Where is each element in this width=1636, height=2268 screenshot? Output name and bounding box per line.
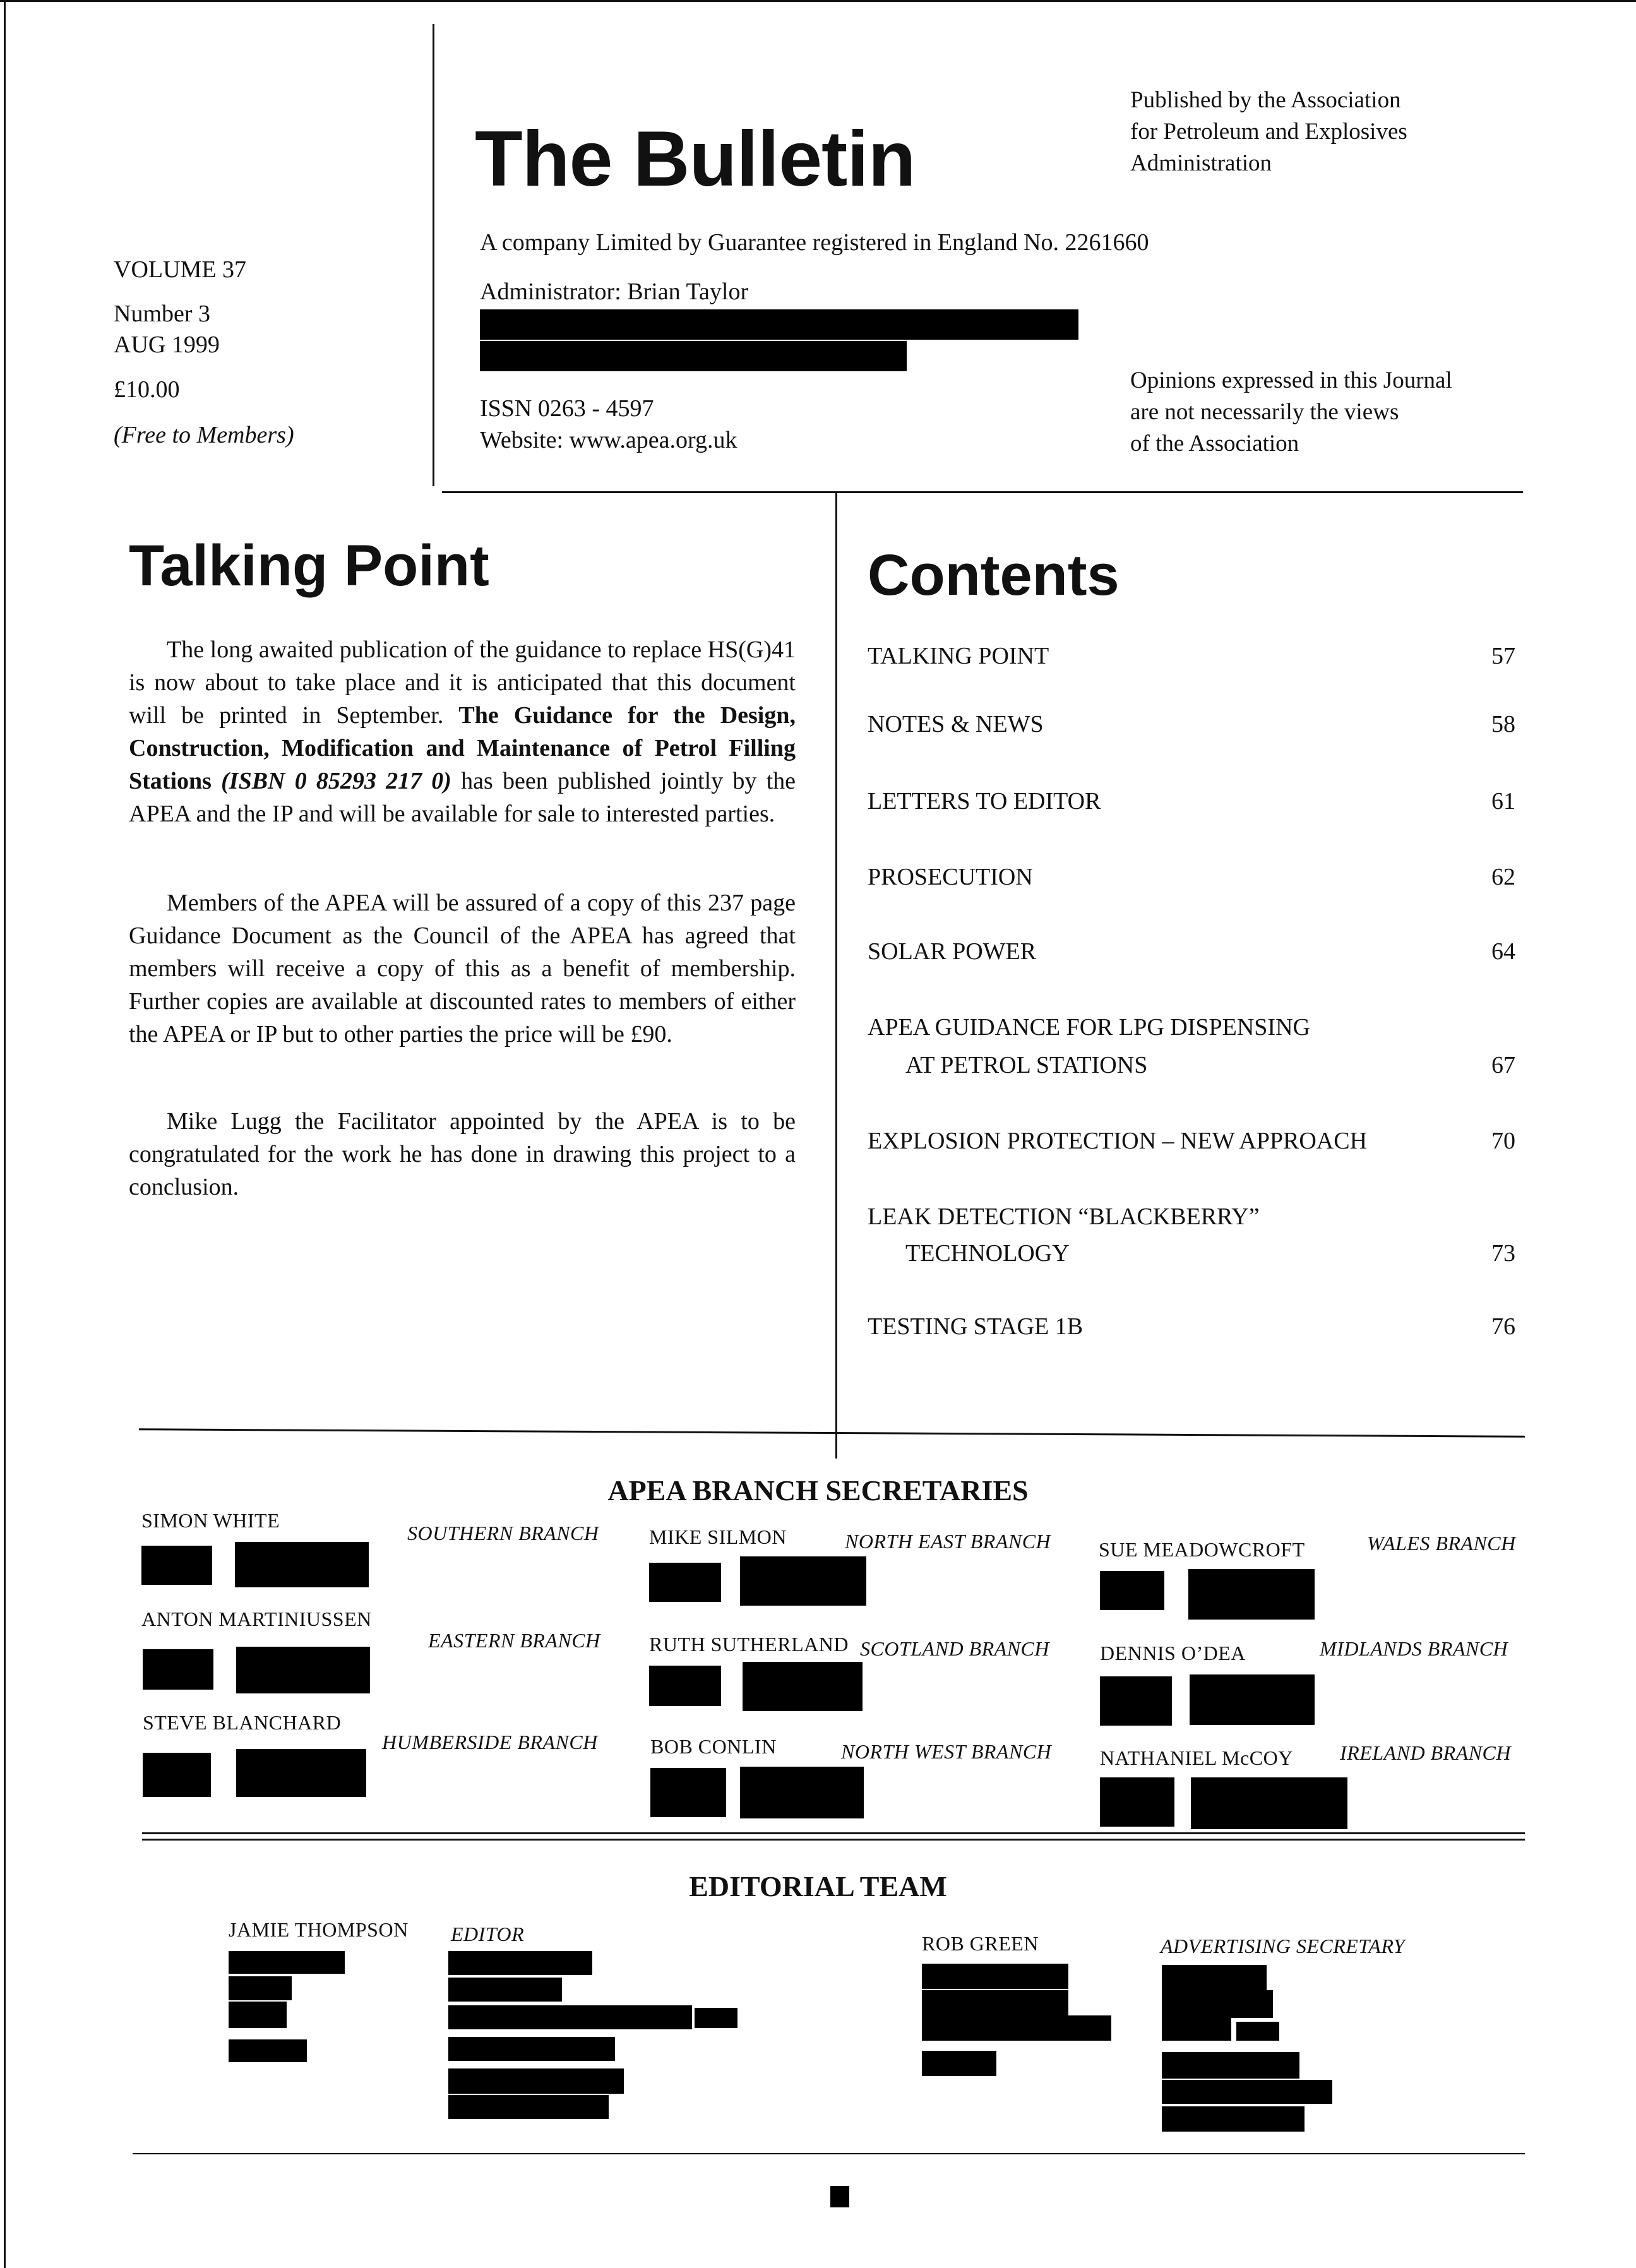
redacted-adsec-address-3b bbox=[1236, 2022, 1279, 2041]
secretary-branch: EASTERN BRANCH bbox=[428, 1629, 600, 1652]
guidance-isbn: (ISBN 0 85293 217 0) bbox=[221, 768, 451, 794]
secretary-name: MIKE SILMON bbox=[649, 1525, 787, 1548]
price-note: (Free to Members) bbox=[114, 422, 294, 448]
talking-point-paragraph-3: Mike Lugg the Facilitator appointed by the APEA is to be congratulated for the work he has done in drawing this project to a conclusion. bbox=[129, 1108, 796, 1200]
opinions-line-2: are not necessarily the views bbox=[1130, 399, 1399, 425]
redacted-phone-number bbox=[236, 1749, 366, 1797]
redacted-editor-contact-3 bbox=[229, 2002, 287, 2028]
redacted-adsec-address-1 bbox=[1162, 1965, 1267, 1990]
volume: VOLUME 37 bbox=[114, 256, 247, 283]
redacted-editor-address-6 bbox=[448, 2095, 609, 2119]
talking-point-p1-text-b: has been published jointly by the APEA and the IP and will be available for sale to interested parties. bbox=[129, 768, 796, 827]
contents-item-title: APEA GUIDANCE FOR LPG DISPENSING bbox=[868, 1014, 1310, 1041]
editor-name: JAMIE THOMPSON bbox=[229, 1918, 409, 1941]
redacted-editor-contact-4 bbox=[229, 2039, 307, 2062]
redacted-adsec-address-5 bbox=[1162, 2080, 1332, 2104]
column-divider bbox=[835, 492, 837, 1459]
secretaries-top-rule bbox=[139, 1428, 1525, 1437]
issue-number: Number 3 bbox=[114, 301, 211, 327]
contents-item-title: LETTERS TO EDITOR bbox=[868, 788, 1101, 815]
publisher-line-1: Published by the Association bbox=[1130, 87, 1401, 113]
contents-item-title: TALKING POINT bbox=[868, 643, 1049, 669]
secretary-branch: SOUTHERN BRANCH bbox=[407, 1522, 599, 1544]
redacted-adsec-address-2 bbox=[1162, 1990, 1273, 2018]
secretaries-bottom-rule-1 bbox=[142, 1832, 1525, 1834]
contents-item-page: 62 bbox=[1491, 864, 1515, 890]
contents-item-title: AT PETROL STATIONS bbox=[905, 1052, 1148, 1078]
contents-item[interactable] bbox=[868, 638, 1515, 676]
contents-item-page: 57 bbox=[1491, 643, 1515, 669]
redacted-editor-contact-1 bbox=[229, 1951, 345, 1974]
redacted-phone-number bbox=[743, 1662, 863, 1711]
redacted-phone-label bbox=[1100, 1571, 1164, 1610]
secretary-name: BOB CONLIN bbox=[650, 1735, 777, 1758]
redacted-editor-contact-2 bbox=[229, 1976, 292, 2000]
contents-item[interactable] bbox=[868, 706, 1515, 744]
contents-item[interactable] bbox=[868, 1198, 1515, 1236]
top-edge-line bbox=[0, 0, 1636, 2]
publication-title: The Bulletin bbox=[475, 116, 916, 203]
contents-item[interactable] bbox=[868, 1235, 1515, 1273]
redacted-phone-number bbox=[1191, 1777, 1347, 1829]
talking-point-p1-text-a: The long awaited publication of the guidance to replace HS(G)41 is now about to take place and it is anticipated that this document will be printed in September. bbox=[129, 636, 796, 729]
contents-item-title: LEAK DETECTION “BLACKBERRY” bbox=[868, 1203, 1260, 1230]
editorial-team-heading: EDITORIAL TEAM bbox=[689, 1870, 947, 1902]
secretary-name: STEVE BLANCHARD bbox=[143, 1711, 342, 1734]
contents-item[interactable] bbox=[868, 859, 1515, 897]
administrator: Administrator: Brian Taylor bbox=[480, 278, 749, 305]
redacted-phone-number bbox=[1188, 1569, 1315, 1620]
header-bottom-rule bbox=[442, 491, 1523, 493]
redacted-adsec-contact-3 bbox=[922, 2015, 1111, 2041]
editor-role: EDITOR bbox=[451, 1923, 525, 1945]
redacted-address-1 bbox=[480, 309, 1078, 340]
page-marker bbox=[830, 2186, 849, 2207]
secretary-branch: HUMBERSIDE BRANCH bbox=[382, 1731, 598, 1753]
publisher-line-3: Administration bbox=[1130, 150, 1272, 176]
company-registration: A company Limited by Guarantee registered in England No. 2261660 bbox=[480, 229, 1149, 256]
secretary-branch: SCOTLAND BRANCH bbox=[860, 1637, 1049, 1660]
contents-item[interactable] bbox=[868, 1308, 1515, 1346]
secretary-name: NATHANIEL McCOY bbox=[1100, 1746, 1293, 1769]
price: £10.00 bbox=[114, 376, 180, 403]
redacted-editor-address-4 bbox=[448, 2037, 615, 2061]
redacted-phone-label bbox=[650, 1768, 726, 1817]
secretaries-bottom-rule-2 bbox=[142, 1839, 1525, 1841]
secretary-branch: NORTH EAST BRANCH bbox=[845, 1530, 1051, 1553]
redacted-adsec-address-6 bbox=[1162, 2106, 1305, 2132]
contents-item[interactable] bbox=[868, 1009, 1515, 1047]
contents-item-title: TECHNOLOGY bbox=[905, 1240, 1070, 1267]
redacted-phone-number bbox=[235, 1542, 369, 1587]
contents-item-title: NOTES & NEWS bbox=[868, 711, 1044, 737]
talking-point-heading: Talking Point bbox=[129, 534, 489, 598]
contents-item-page: 73 bbox=[1491, 1240, 1515, 1267]
redacted-phone-label bbox=[649, 1666, 721, 1706]
contents-item-title: PROSECUTION bbox=[868, 864, 1033, 890]
contents-item-title: TESTING STAGE 1B bbox=[868, 1313, 1084, 1340]
redacted-phone-label bbox=[143, 1753, 211, 1797]
contents-item-page: 64 bbox=[1491, 938, 1515, 965]
secretary-branch: WALES BRANCH bbox=[1367, 1532, 1516, 1555]
redacted-phone-label bbox=[649, 1563, 721, 1602]
redacted-phone-label bbox=[141, 1546, 212, 1585]
redacted-phone-number bbox=[740, 1556, 866, 1606]
talking-point-paragraph-2: Members of the APEA will be assured of a copy of this 237 page Guidance Document as the Council of the APEA has agreed that members will receive a copy of this as a benefit of membership. Further copies are available at discounted rates to members of either the APEA or IP but to other parties the price will be £90. bbox=[129, 890, 796, 1047]
contents-item-title: EXPLOSION PROTECTION – NEW APPROACH bbox=[868, 1128, 1368, 1154]
issue-date: AUG 1999 bbox=[114, 331, 220, 358]
redacted-phone-label bbox=[143, 1649, 213, 1690]
contents-item[interactable] bbox=[868, 1047, 1515, 1085]
guidance-title: The Guidance for the Design, Construction, Modification and Maintenance of Petrol Filling Stations bbox=[129, 702, 796, 794]
secretary-name: ANTON MARTINIUSSEN bbox=[141, 1608, 372, 1630]
left-edge-line bbox=[4, 0, 6, 2268]
contents-item-page: 61 bbox=[1491, 788, 1515, 815]
contents-heading: Contents bbox=[868, 543, 1120, 607]
redacted-editor-address-3 bbox=[448, 2005, 692, 2029]
redacted-editor-address-1 bbox=[448, 1951, 592, 1975]
redacted-address-2 bbox=[480, 341, 907, 371]
issn: ISSN 0263 - 4597 bbox=[480, 395, 654, 422]
redacted-editor-address-5 bbox=[448, 2068, 624, 2094]
publisher-line-2: for Petroleum and Explosives bbox=[1130, 119, 1407, 145]
secretary-name: SIMON WHITE bbox=[141, 1509, 280, 1532]
secretary-name: SUE MEADOWCROFT bbox=[1099, 1538, 1305, 1561]
redacted-phone-label bbox=[1100, 1676, 1172, 1726]
contents-item[interactable] bbox=[868, 933, 1515, 971]
redacted-editor-address-3b bbox=[695, 2008, 737, 2028]
secretary-branch: IRELAND BRANCH bbox=[1340, 1741, 1511, 1764]
contents-item-page: 58 bbox=[1491, 711, 1515, 737]
talking-point-paragraph-1 bbox=[129, 633, 796, 830]
redacted-adsec-contact-2 bbox=[922, 1990, 1068, 2015]
redacted-phone-number bbox=[740, 1767, 864, 1818]
secretary-branch: NORTH WEST BRANCH bbox=[841, 1740, 1052, 1763]
website: Website: www.apea.org.uk bbox=[480, 427, 737, 453]
secretary-branch: MIDLANDS BRANCH bbox=[1320, 1637, 1508, 1660]
advertising-secretary-name: ROB GREEN bbox=[922, 1932, 1039, 1955]
header-vertical-divider bbox=[433, 24, 434, 486]
contents-item[interactable] bbox=[868, 1123, 1515, 1161]
editorial-bottom-rule bbox=[133, 2153, 1525, 2154]
redacted-phone-number bbox=[236, 1647, 370, 1693]
redacted-phone-number bbox=[1190, 1674, 1315, 1725]
contents-item[interactable] bbox=[868, 783, 1515, 821]
redacted-editor-address-2 bbox=[448, 1978, 562, 2002]
opinions-line-3: of the Association bbox=[1130, 431, 1299, 457]
opinions-line-1: Opinions expressed in this Journal bbox=[1130, 367, 1452, 393]
advertising-secretary-role: ADVERTISING SECRETARY bbox=[1161, 1935, 1406, 1957]
secretary-name: DENNIS O’DEA bbox=[1100, 1642, 1246, 1664]
branch-secretaries-heading: APEA BRANCH SECRETARIES bbox=[607, 1474, 1029, 1507]
contents-item-page: 70 bbox=[1491, 1128, 1515, 1154]
contents-item-page: 67 bbox=[1491, 1052, 1515, 1078]
contents-item-page: 76 bbox=[1491, 1313, 1515, 1340]
secretary-name: RUTH SUTHERLAND bbox=[649, 1633, 849, 1656]
redacted-adsec-address-3 bbox=[1162, 2018, 1231, 2041]
redacted-adsec-contact-1 bbox=[922, 1964, 1068, 1989]
redacted-adsec-contact-4 bbox=[922, 2051, 996, 2076]
redacted-phone-label bbox=[1100, 1777, 1174, 1827]
redacted-adsec-address-4 bbox=[1162, 2052, 1299, 2079]
contents-item-title: SOLAR POWER bbox=[868, 938, 1037, 965]
